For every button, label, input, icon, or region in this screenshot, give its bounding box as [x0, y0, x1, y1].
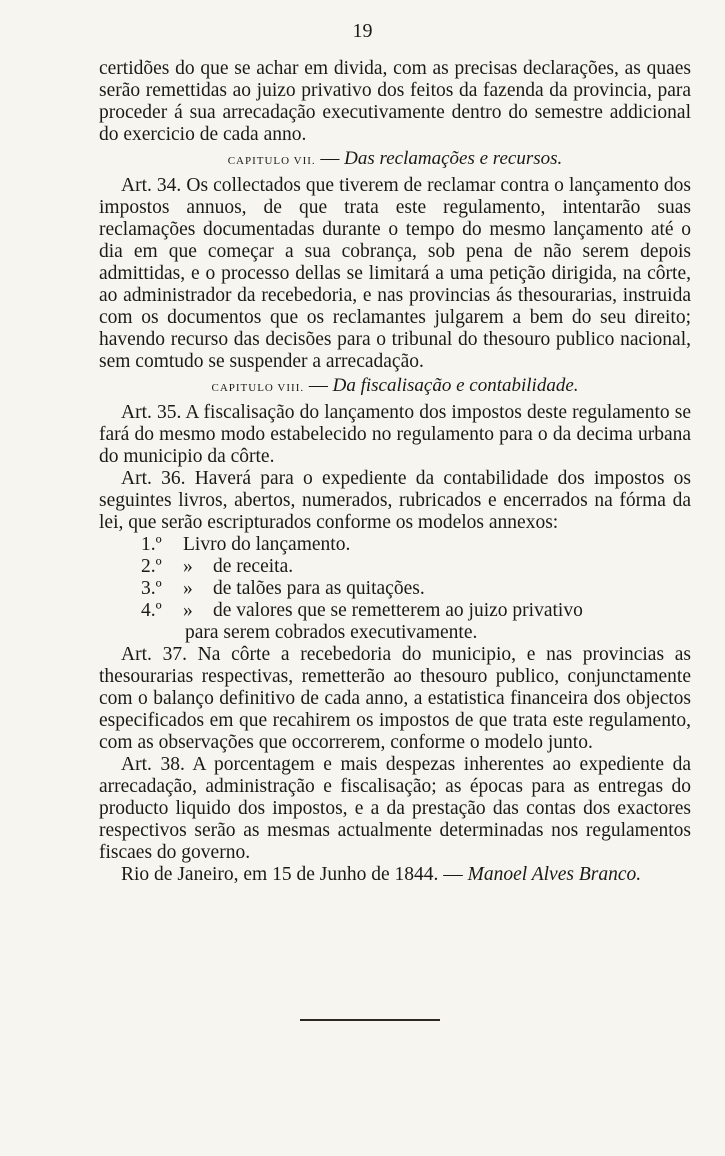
chapter-label: CAPITULO VII.	[227, 155, 316, 167]
book-list	[99, 534, 691, 644]
list-item	[141, 556, 691, 578]
list-text: Livro do lançamento.	[183, 534, 351, 555]
chapter-heading-7	[99, 148, 691, 172]
article-37: Art. 37. Na côrte a recebedoria do municipio, e nas provincias as thesourarias respectivas, remetterão ao thesouro publico, conjunctamente com o balanço definitivo de cada anno, a estatistica financeira dos objectos especificados em que recahirem os impostos de que trata este regulamento, com as observações que occorrerem, conforme o modelo junto.	[99, 644, 691, 753]
list-text: de receita.	[213, 556, 294, 577]
ditto-mark: »	[183, 556, 193, 577]
list-item	[141, 534, 691, 556]
list-text: de talões para as quitações.	[213, 578, 425, 599]
chapter-label: CAPITULO VIII.	[211, 382, 305, 394]
list-item	[141, 600, 691, 622]
list-text: de valores que se remetterem ao juizo privativo	[213, 600, 583, 621]
paragraph-continuation: certidões do que se achar em divida, com as precisas declarações, as quaes serão remettidas ao juizo privativo dos feitos da fazenda da provincia, para proceder á sua arrecadação executivamente dentro do semestre addicional do exercicio de cada anno.	[99, 58, 691, 145]
list-continuation: para serem cobrados executivamente.	[185, 622, 478, 643]
list-number: 1.º	[141, 534, 162, 555]
list-number: 4.º	[141, 600, 162, 621]
ditto-mark: »	[183, 600, 193, 621]
chapter-title: Da fiscalisação e contabilidade.	[332, 375, 579, 396]
article-36: Art. 36. Haverá para o expediente da contabilidade dos impostos os seguintes livros, abertos, numerados, rubricados e encerrados na fórma da lei, que serão escripturados conforme os modelos annexos:	[99, 468, 691, 533]
list-number: 2.º	[141, 556, 162, 577]
article-35: Art. 35. A fiscalisação do lançamento dos impostos deste regulamento se fará do mesmo modo estabelecido no regulamento para o da decima urbana do municipio da côrte.	[99, 402, 691, 467]
page-number: 19	[352, 20, 373, 42]
ditto-mark: »	[183, 578, 193, 599]
chapter-title: Das reclamações e recursos.	[344, 148, 563, 169]
chapter-heading-8	[99, 375, 691, 399]
list-item	[141, 578, 691, 600]
closing-line	[99, 864, 691, 886]
chapter-dash: —	[315, 148, 345, 169]
list-number: 3.º	[141, 578, 162, 599]
article-38: Art. 38. A porcentagem e mais despezas inherentes ao expediente da arrecadação, administração e fiscalisação; as épocas para as entregas do producto liquido dos impostos, e a da prestação das contas dos exactores respectivos serão as mesmas actualmente determinadas nos regulamentos fiscaes do governo.	[99, 754, 691, 863]
signature: Manoel Alves Branco.	[467, 864, 642, 885]
article-34: Art. 34. Os collectados que tiverem de reclamar contra o lançamento dos impostos annuos, de que trata este regulamento, intentarão suas reclamações documentadas durante o tempo do mesmo lançamento até o dia em que começar a sua cobrança, sob pena de não serem depois admittidas, e o processo dellas se limitará a uma petição dirigida, na côrte, ao administrador da recebedoria, e nas provincias ás thesourarias, instruida com os documentos que os reclamantes julgarem a bem do seu direito; havendo recurso das decisões para o tribunal do thesouro publico nacional, sem comtudo se suspender a arrecadação.	[99, 175, 691, 372]
closing-rule	[300, 1019, 440, 1021]
place-date: Rio de Janeiro, em 15 de Junho de 1844. —	[121, 864, 468, 885]
body-text	[99, 58, 691, 886]
chapter-dash: —	[304, 375, 333, 396]
